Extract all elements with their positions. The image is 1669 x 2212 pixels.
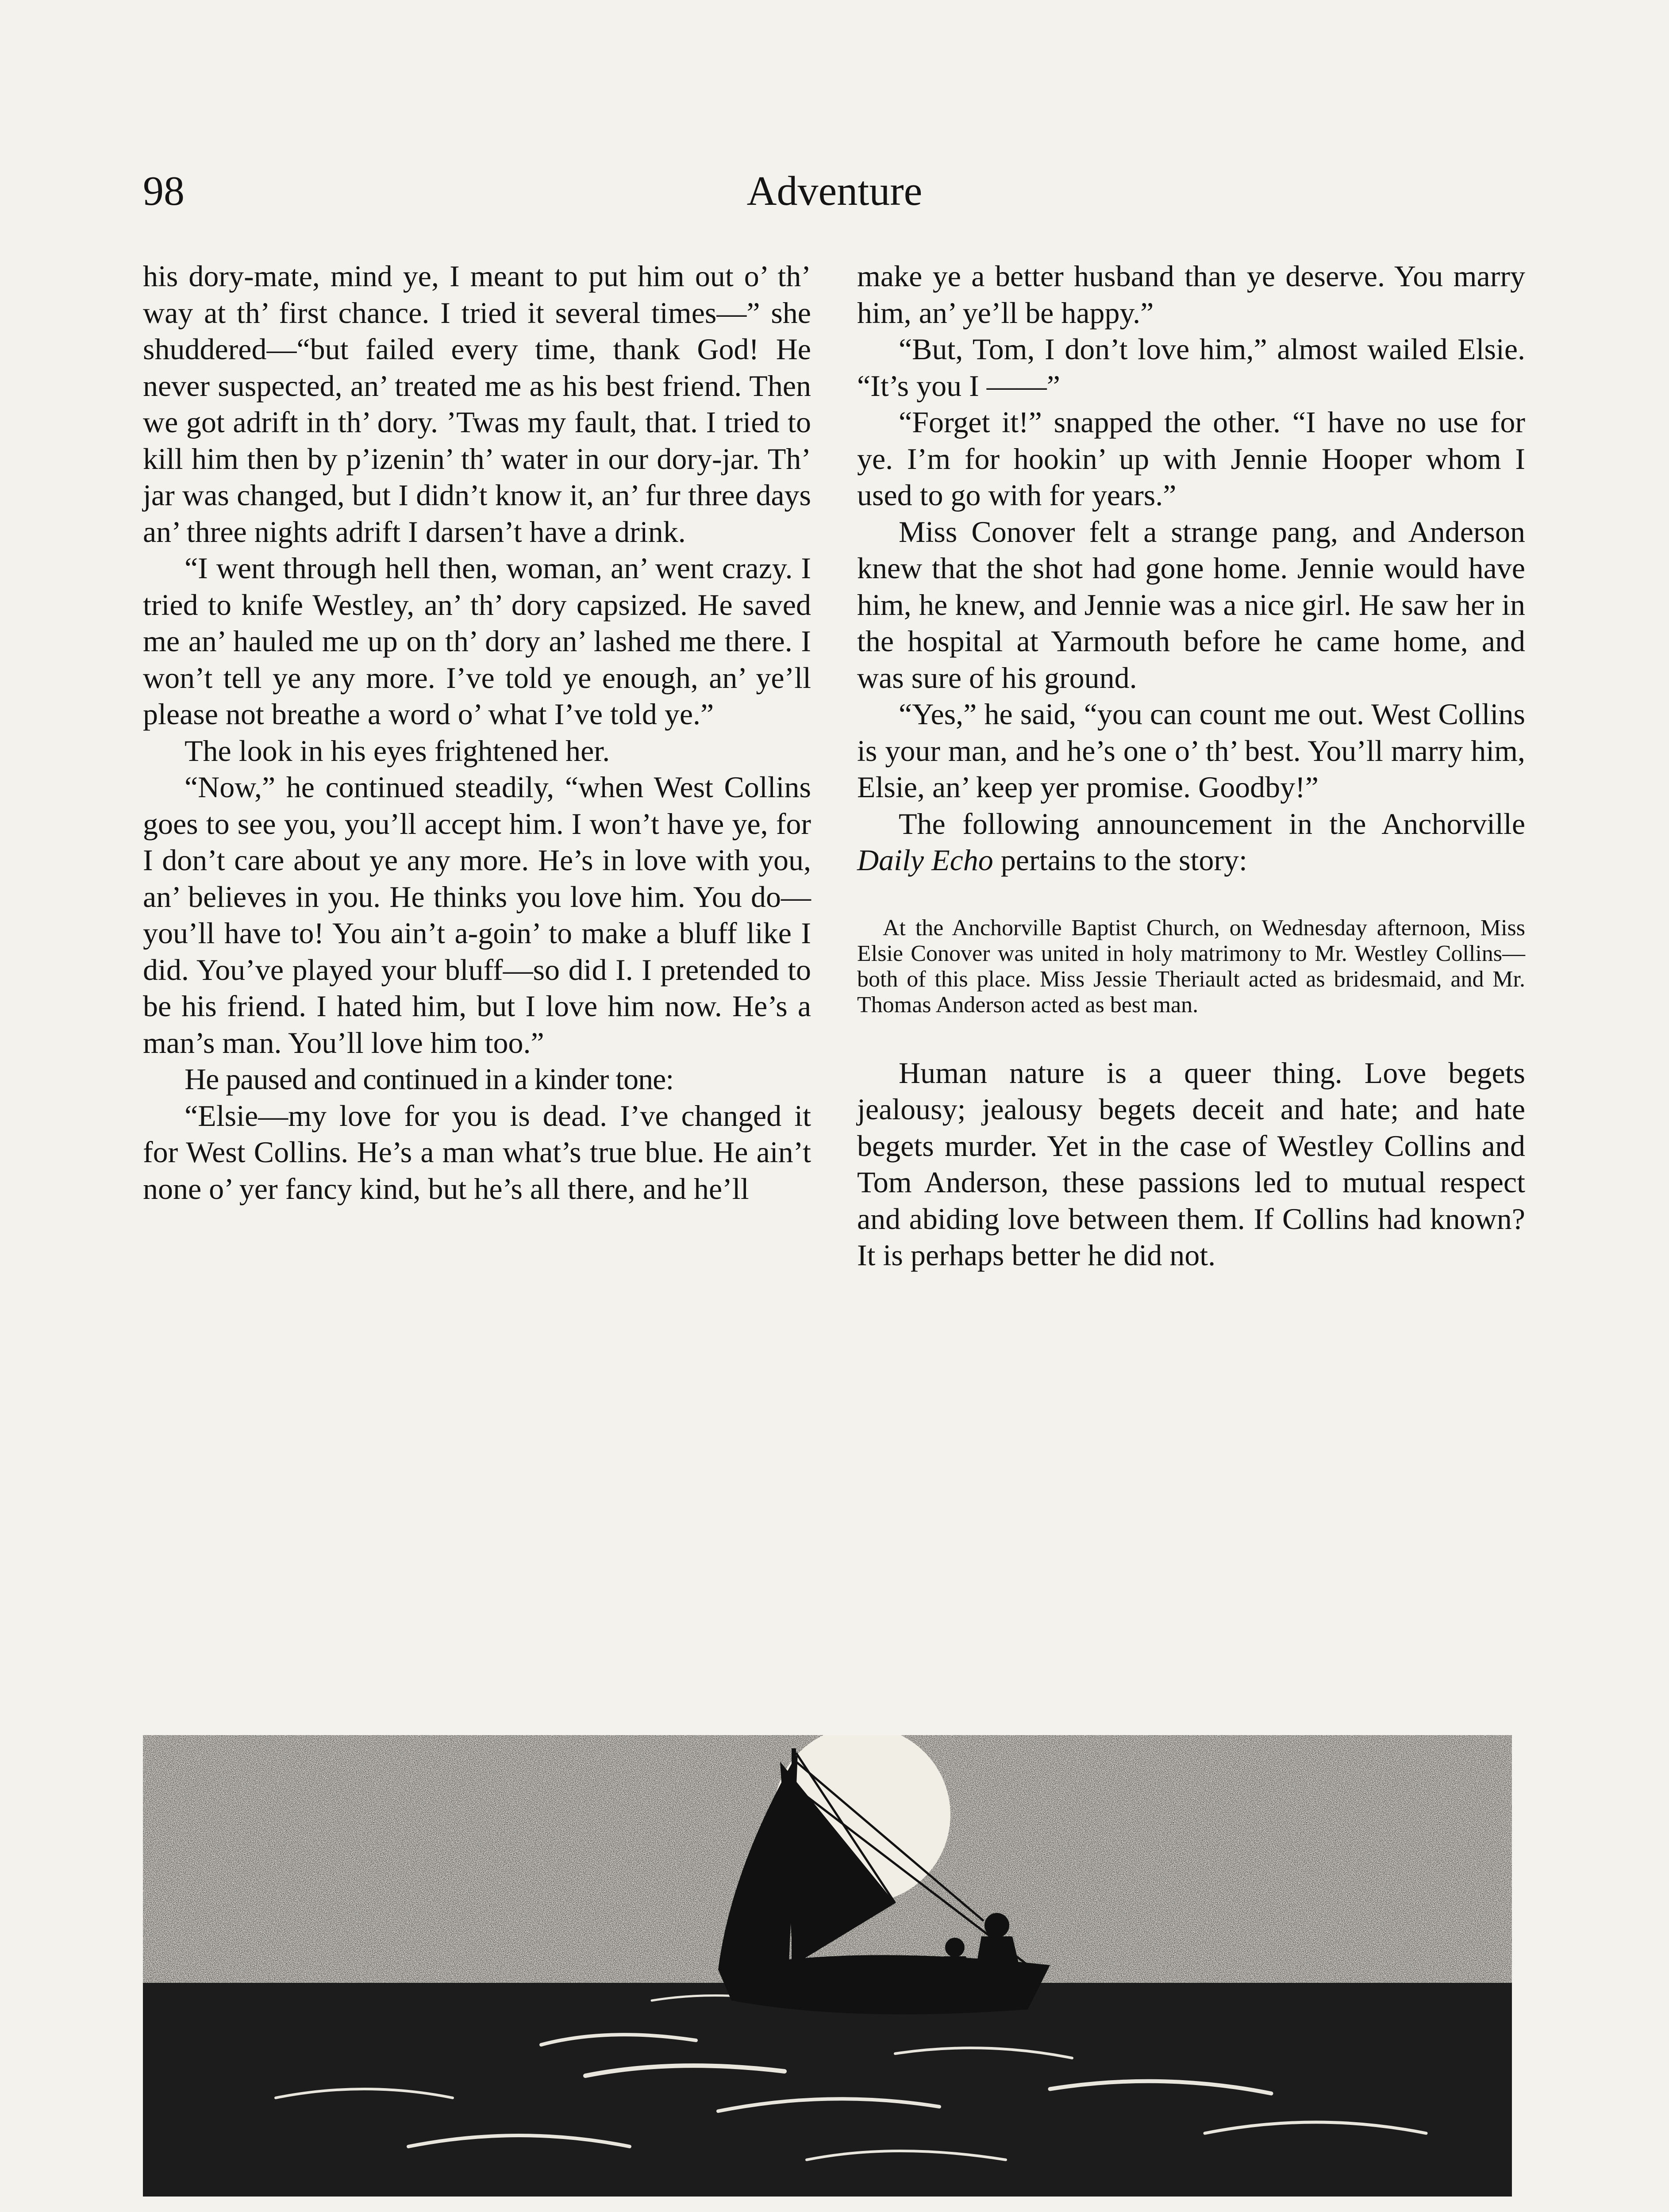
page-number: 98 bbox=[143, 168, 185, 214]
paragraph: make ye a better husband than ye deserve. You marry him, an’ ye’ll be happy.” bbox=[857, 259, 1525, 330]
paragraph: “But, Tom, I don’t love him,” almost wailed Elsie. “It’s you I ——” bbox=[857, 332, 1525, 403]
right-column bbox=[857, 258, 1525, 1274]
announcement-intro-text: The following announcement in the Anchorville bbox=[899, 806, 1525, 841]
announcement-intro bbox=[857, 806, 1525, 879]
paragraph: his dory-mate, mind ye, I meant to put him out o’ th’ way at th’ first chance. I tried it several times—” she shuddered—“but failed every time, thank God! He never suspected, an’ treated me as his best friend. Then we got adrift in th’ dory. ’Twas my fault, that. I tried to kill him then by p’izenin’ th’ water in our dory-jar. Th’ jar was changed, but I didn’t know it, an’ fur three days an’ three nights adrift I darsen’t have a drink. bbox=[143, 259, 811, 549]
paragraph: “Now,” he continued steadily, “when West Collins goes to see you, you’ll accept him. I won’t have ye, for I don’t care about ye any more. He’s in love with you, an’ believes in you. He thinks you love him. You do—you’ll have to! You ain’t a-goin’ to make a bluff like I did. You’ve played your bluff—so did I. I pretended to be his friend. I hated him, but I love him now. He’s a man’s man. You’ll love him too.” bbox=[143, 770, 811, 1060]
paragraph: “Yes,” he said, “you can count me out. West Collins is your man, and he’s one o’ th’ best. You’ll marry him, Elsie, an’ keep yer promise. Goodby!” bbox=[857, 697, 1525, 804]
paragraph: He paused and continued in a kinder tone: bbox=[185, 1062, 674, 1096]
paragraph: “Forget it!” snapped the other. “I have no use for ye. I’m for hookin’ up with Jennie Hooper whom I used to go with for years.” bbox=[857, 405, 1525, 512]
announcement-intro-text: pertains to the story: bbox=[993, 843, 1247, 877]
paragraph: The look in his eyes frightened her. bbox=[185, 733, 610, 768]
closing-paragraph: Human nature is a queer thing. Love begets jealousy; jealousy begets deceit and hate; and hate begets murder. Yet in the case of Westley Collins and Tom Anderson, these passions led to mutual respect and abiding love between them. If Collins had known? It is perhaps better he did not. bbox=[857, 1056, 1525, 1272]
paragraph: “I went through hell then, woman, an’ went crazy. I tried to knife Westley, an’ th’ dory capsized. He saved me an’ hauled me up on th’ dory an’ lashed me there. I won’t tell ye any more. I’ve told ye enough, an’ ye’ll please not breathe a word o’ what I’ve told ye.” bbox=[143, 551, 811, 731]
running-head: Adventure bbox=[746, 168, 923, 214]
sailboat-illustration bbox=[143, 1735, 1512, 2197]
paragraph: Miss Conover felt a strange pang, and Anderson knew that the shot had gone home. Jennie would have him, he knew, and Jennie was a nice girl. He saw her in the hospital at Yarmouth before he came home, and was sure of his ground. bbox=[857, 515, 1525, 695]
wedding-notice: At the Anchorville Baptist Church, on Wednesday afternoon, Miss Elsie Conover was united in holy matrimony to Mr. Westley Collins—both of this place. Miss Jessie Theriault acted as bridesmaid, and Mr. Thomas Anderson acted as best man. bbox=[857, 915, 1525, 1018]
paragraph: “Elsie—my love for you is dead. I’ve changed it for West Collins. He’s a man what’s true blue. He ain’t none o’ yer fancy kind, but he’s all there, and he’ll bbox=[143, 1098, 811, 1206]
left-column bbox=[143, 258, 811, 1207]
newspaper-name: Daily Echo bbox=[857, 843, 993, 877]
